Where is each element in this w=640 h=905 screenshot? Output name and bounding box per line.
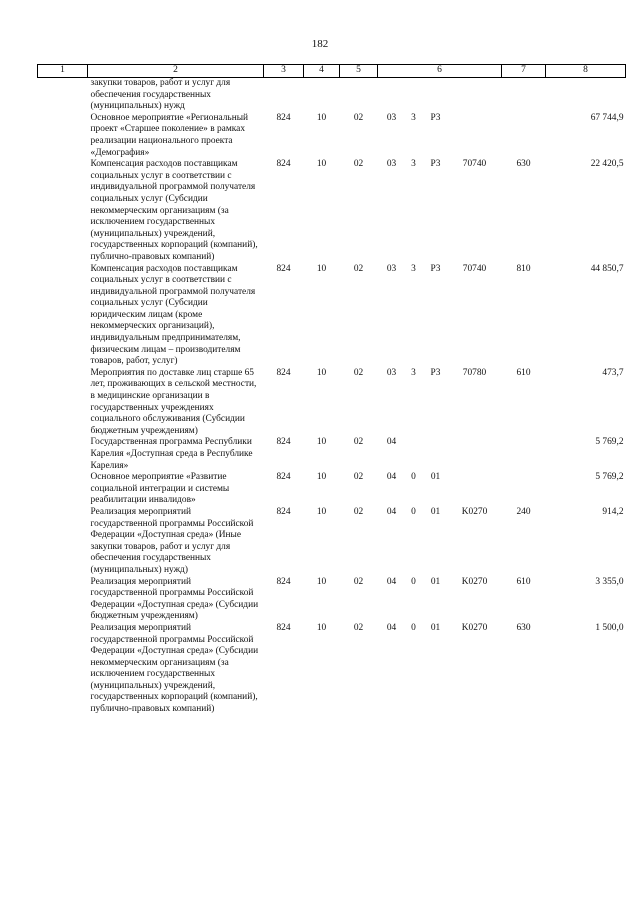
- target-article-part: P3: [430, 112, 441, 123]
- row-name: Реализация мероприятий государственной программы Российской Федерации «Доступная среда» (Субсидии бюджетным учреждениям): [90, 576, 259, 622]
- row-expense-type: [502, 113, 546, 159]
- table-row: [38, 472, 626, 507]
- row-col-1: [38, 577, 88, 623]
- row-target-article: [378, 437, 502, 472]
- row-subsection: 02: [353, 263, 364, 274]
- row-target-article: [378, 113, 502, 159]
- row-amount: 3 355,0: [595, 576, 624, 587]
- row-expense-type: 630: [516, 159, 531, 170]
- row-amount: 44 850,7: [590, 263, 624, 274]
- target-article-part: 04: [386, 506, 397, 517]
- row-subsection: 02: [353, 112, 364, 123]
- row-expense-type: 810: [516, 263, 531, 274]
- row-amount: 5 769,2: [595, 472, 624, 483]
- row-amount: 914,2: [602, 506, 624, 517]
- table-body: [38, 78, 626, 716]
- row-subsection: 02: [353, 472, 364, 483]
- row-admin-code: 824: [276, 437, 291, 448]
- table-row: [38, 78, 626, 113]
- row-col-1: [38, 159, 88, 263]
- row-admin-code: 824: [276, 622, 291, 633]
- row-name: Мероприятия по доставке лиц старше 65 лет, проживающих в сельской местности, в медицинские организации в государственных учреждениях социального обслуживания (Субсидии бюджетным учреждениям): [90, 367, 257, 436]
- row-expense-type: 610: [516, 576, 531, 587]
- target-article-part: 0: [411, 506, 416, 517]
- row-target-article: [378, 472, 502, 507]
- target-article-part: 3: [411, 367, 416, 378]
- row-section: 10: [316, 437, 327, 448]
- target-article-part: 70740: [462, 159, 487, 170]
- table-row: [38, 507, 626, 577]
- target-article-part: 01: [430, 506, 441, 517]
- row-amount: [546, 78, 626, 113]
- header-col-2: 2: [88, 65, 264, 78]
- target-article-part: K0270: [461, 576, 488, 587]
- row-section: 10: [316, 622, 327, 633]
- target-article-part: 01: [430, 472, 441, 483]
- row-target-article: [378, 78, 502, 113]
- row-target-article: [378, 264, 502, 368]
- header-col-8: 8: [546, 65, 626, 78]
- target-article-part: 3: [411, 159, 416, 170]
- row-admin-code: 824: [276, 506, 291, 517]
- target-article-part: 3: [411, 112, 416, 123]
- target-article-part: 03: [386, 159, 397, 170]
- target-article-part: P3: [430, 367, 441, 378]
- row-section: 10: [316, 576, 327, 587]
- row-name: Основное мероприятие «Региональный проект «Старшее поколение» в рамках реализации национального проекта «Демография»: [90, 112, 249, 158]
- target-article-part: 70780: [462, 367, 487, 378]
- row-target-article: [378, 577, 502, 623]
- row-section: 10: [316, 506, 327, 517]
- row-subsection: [340, 78, 378, 113]
- target-article-part: 04: [386, 472, 397, 483]
- row-expense-type: 610: [516, 367, 531, 378]
- target-article-part: 0: [411, 576, 416, 587]
- row-admin-code: 824: [276, 367, 291, 378]
- target-article-part: 01: [430, 622, 441, 633]
- row-section: 10: [316, 472, 327, 483]
- row-admin-code: 824: [276, 472, 291, 483]
- header-col-5: 5: [340, 65, 378, 78]
- budget-table: [37, 64, 626, 716]
- row-expense-type: [502, 437, 546, 472]
- row-admin-code: [264, 78, 304, 113]
- row-col-1: [38, 78, 88, 113]
- row-col-1: [38, 113, 88, 159]
- row-name: Основное мероприятие «Развитие социальной интеграции и системы реабилитации инвалидов»: [90, 472, 230, 506]
- row-section: 10: [316, 112, 327, 123]
- row-target-article: [378, 623, 502, 716]
- header-col-7: 7: [502, 65, 546, 78]
- row-name: Реализация мероприятий государственной программы Российской Федерации «Доступная среда» (Субсидии некоммерческим организациям (за исключением государственных (муниципальных) учреждений, государственных корпораций (компаний), публично-правовых компаний): [90, 622, 259, 715]
- row-target-article: [378, 159, 502, 263]
- table-row: [38, 113, 626, 159]
- row-expense-type: 630: [516, 622, 531, 633]
- row-subsection: 02: [353, 159, 364, 170]
- row-name: закупки товаров, работ и услуг для обеспечения государственных (муниципальных) нужд: [90, 78, 231, 112]
- row-name: Компенсация расходов поставщикам социальных услуг в соответствии с индивидуальной программой получателя социальных услуг (Субсидии некоммерческим организациям (за исключением государственных (муниципальных) учреждений, государственных корпораций (компаний), публично-правовых компаний): [90, 159, 258, 262]
- target-article-part: 0: [411, 622, 416, 633]
- row-col-1: [38, 437, 88, 472]
- table-row: [38, 159, 626, 263]
- row-amount: 5 769,2: [595, 437, 624, 448]
- target-article-part: 01: [430, 576, 441, 587]
- row-target-article: [378, 507, 502, 577]
- row-section: [304, 78, 340, 113]
- row-expense-type: [502, 472, 546, 507]
- header-col-6: 6: [378, 65, 502, 78]
- table-row: [38, 264, 626, 368]
- row-amount: 473,7: [602, 367, 624, 378]
- row-section: 10: [316, 367, 327, 378]
- page-number: 182: [311, 38, 329, 50]
- row-name: Реализация мероприятий государственной программы Российской Федерации «Доступная среда» (Иные закупки товаров, работ и услуг для обеспечения государственных (муниципальных) нужд): [90, 506, 254, 575]
- row-name: Государственная программа Республики Карелия «Доступная среда в Республике Карелия»: [90, 437, 253, 471]
- table-row: [38, 368, 626, 438]
- table-row: [38, 577, 626, 623]
- row-target-article: [378, 368, 502, 438]
- target-article-part: 04: [386, 576, 397, 587]
- row-admin-code: 824: [276, 576, 291, 587]
- row-expense-type: 240: [516, 506, 531, 517]
- table-row: [38, 437, 626, 472]
- target-article-part: 0: [411, 472, 416, 483]
- target-article-part: 03: [386, 367, 397, 378]
- row-admin-code: 824: [276, 112, 291, 123]
- row-amount: 1 500,0: [595, 622, 624, 633]
- target-article-part: 03: [386, 263, 397, 274]
- header-col-4: 4: [304, 65, 340, 78]
- row-section: 10: [316, 263, 327, 274]
- row-subsection: 02: [353, 367, 364, 378]
- target-article-part: K0270: [461, 622, 488, 633]
- target-article-part: 04: [386, 622, 397, 633]
- row-admin-code: 824: [276, 263, 291, 274]
- target-article-part: 3: [411, 263, 416, 274]
- header-col-1: 1: [38, 65, 88, 78]
- target-article-part: P3: [430, 263, 441, 274]
- row-name: Компенсация расходов поставщикам социальных услуг в соответствии с индивидуальной программой получателя социальных услуг (Субсидии юридическим лицам (кроме некоммерческих организаций), индивидуальным предпринимателям, физическим лицам – производителям товаров, работ, услуг): [90, 263, 256, 367]
- row-col-1: [38, 264, 88, 368]
- row-subsection: 02: [353, 622, 364, 633]
- row-col-1: [38, 507, 88, 577]
- row-col-1: [38, 368, 88, 438]
- target-article-part: 04: [386, 437, 397, 448]
- row-subsection: 02: [353, 506, 364, 517]
- row-expense-type: [502, 78, 546, 113]
- row-admin-code: 824: [276, 159, 291, 170]
- row-amount: 22 420,5: [590, 159, 624, 170]
- row-section: 10: [316, 159, 327, 170]
- row-subsection: 02: [353, 576, 364, 587]
- table-row: [38, 623, 626, 716]
- row-amount: 67 744,9: [590, 112, 624, 123]
- column-number-header: [38, 65, 626, 78]
- target-article-part: K0270: [461, 506, 488, 517]
- row-col-1: [38, 623, 88, 716]
- row-col-1: [38, 472, 88, 507]
- target-article-part: 70740: [462, 263, 487, 274]
- row-subsection: 02: [353, 437, 364, 448]
- target-article-part: P3: [430, 159, 441, 170]
- target-article-part: 03: [386, 112, 397, 123]
- header-col-3: 3: [264, 65, 304, 78]
